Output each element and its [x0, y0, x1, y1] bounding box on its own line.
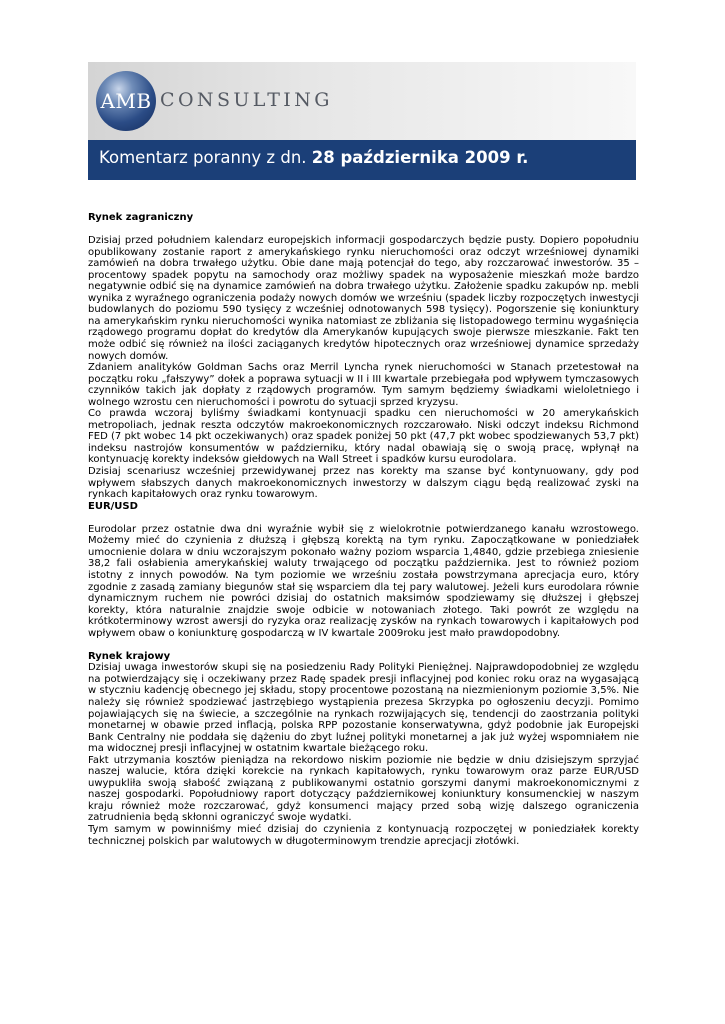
- paragraph: Co prawda wczoraj byliśmy świadkami kontynuacji spadku cen nieruchomości w 20 amerykańskich metropoliach, jednak reszta odczytów makroekonomicznych rozczarowało. Niski odczyt indeksu Richmond FED (7 pkt wobec 14 pkt oczekiwanych) oraz spadek poniżej 50 pkt (47,7 pkt wobec spodziewanych 53,7 pkt) indeksu nastrojów konsumentów w październiku, który nadal obawiają się o swoją pracę, wpłynął na kontynuację korekty indeksów giełdowych na Wall Street i spadków kursu eurodolara.: [88, 408, 639, 466]
- paragraph: Fakt utrzymania kosztów pieniądza na rekordowo niskim poziomie nie będzie w dniu dzisiejszym sprzyjać naszej walucie, która dzięki korekcie na rynkach kapitałowych, rynku towarowym oraz parze EUR/USD uwypukliła swoją słabość związaną z publikowanymi ostatnio gorszymi danymi makroekonomicznymi z naszej gospodarki. Popołudniowy raport dotyczący październikowej koniunktury konsumenckiej w naszym kraju również może rozczarować, gdyż konsumenci mający przed sobą wizję dalszego ograniczenia zatrudnienia będą skłonni ograniczyć swoje wydatki.: [88, 754, 639, 824]
- paragraph: Dzisiaj przed południem kalendarz europejskich informacji gospodarczych będzie pusty. Dopiero popołudniu opublikowany zostanie raport z amerykańskiego rynku nieruchomości oraz odczyt wrześniowej dynamiki zamówień na dobra trwałego użytku. Obie dane mają potencjał do tego, aby rozczarować inwestorów. 35 – procentowy spadek popytu na samochody oraz możliwy spadek na wyposażenie mieszkań może bardzo negatywnie odbić się na dynamice zamówień na dobra trwałego użytku. Założenie spadku zakupów np. mebli wynika z wyraźnego ograniczenia podaży nowych domów we wrześniu (spadek liczby rozpoczętych inwestycji budowlanych do poziomu 590 tysięcy z wcześniej odnotowanych 598 tysięcy). Pogorszenie się koniunktury na amerykańskim rynku nieruchomości wynika natomiast ze zbliżania się listopadowego terminu wygaśnięcia rządowego programu dopłat do kredytów dla Amerykanów kupujących swoje pierwsze mieszkanie. Fakt ten może odbić się również na ilości zaciąganych kredytów hipotecznych oraz wrześniowej dynamice sprzedaży nowych domów.: [88, 235, 639, 362]
- section-heading-domestic: Rynek krajowy: [88, 650, 171, 662]
- page-title: [99, 148, 528, 167]
- paragraph: Tym samym w powinniśmy mieć dzisiaj do czynienia z kontynuacją rozpoczętej w poniedziałek korekty technicznej polskich par walutowych w długoterminowym trendzie aprecjacji złotówki.: [88, 823, 639, 847]
- title-prefix: Komentarz poranny z dn.: [99, 148, 312, 167]
- section-heading-foreign: Rynek zagraniczny: [88, 212, 194, 223]
- paragraph: Dzisiaj scenariusz wcześniej przewidywanej przez nas korekty ma szanse być kontynuowany, gdy pod wpływem słabszych danych makroekonomicznych inwestorzy w dalszym ciągu będą realizować zyski na rynkach kapitałowych oraz rynku towarowym.: [88, 466, 639, 501]
- logo-name: CONSULTING: [160, 89, 333, 111]
- section-heading-eurusd: EUR/USD: [88, 500, 138, 512]
- document-body: [88, 212, 639, 847]
- paragraph: Eurodolar przez ostatnie dwa dni wyraźnie wybił się z wielokrotnie potwierdzanego kanału wzrostowego. Możemy mieć do czynienia z dłuższą i głębszą korektą na tym rynku. Zapoczątkowane w poniedziałek umocnienie dolara w dniu wczorajszym pokonało ważny poziom wsparcia 1,4840, gdzie przebiega zniesienie 38,2 fali osłabienia amerykańskiej waluty trwającego od początku października. Jest to również poziom istotny z innych powodów. Na tym poziomie we wrześniu została powstrzymana aprecjacja euro, który zgodnie z zasadą zamiany biegunów stał się wsparciem dla tej pary walutowej. Jeżeli kurs eurodolara równie dynamicznym ruchem nie powróci dzisiaj do ostatnich maksimów spodziewamy się dłuższej i głębszej korekty, która naturalnie znajdzie swoje odbicie w notowaniach złotego. Taki powrót ze względu na krótkoterminowy wzrost awersji do ryzyka oraz realizację zysków na rynkach towarowych i kapitałowych pod wpływem obaw o koniunkturę gospodarczą w IV kwartale 2009roku jest mało prawdopodobny.: [88, 523, 639, 639]
- logo-mark: AMB: [100, 89, 152, 113]
- title-date: 28 października 2009 r.: [311, 148, 529, 167]
- paragraph: Zdaniem analityków Goldman Sachs oraz Merril Lyncha rynek nieruchomości w Stanach przetestował na początku roku „fałszywy” dołek a poprawa sytuacji w II i III kwartale przebiegała pod wpływem tymczasowych czynników takich jak dopłaty z rządowych programów. Tym samym będziemy świadkami wieloletniego i wolnego wzrostu cen nieruchomości i powrotu do sytuacji sprzed kryzysu.: [88, 362, 639, 408]
- paragraph: Dzisiaj uwaga inwestorów skupi się na posiedzeniu Rady Polityki Pieniężnej. Najprawdopodobniej ze względu na potwierdzający się i oczekiwany przez Radę spadek presji inflacyjnej pod koniec roku oraz na wygasającą w styczniu kadencję obecnego jej składu, stopy procentowe pozostaną na niezmienionym poziomie 3,5%. Nie należy się również spodziewać jastrzębiego wystąpienia prezesa Skrzypka po ogłoszeniu decyzji. Pomimo pojawiających się na świecie, a szczególnie na rynkach rozwijających się, tendencji do zaostrzania polityki monetarnej w obawie przed inflacją, polska RPP pozostanie konserwatywna, gdyż podobnie jak Europejski Bank Centralny nie poddała się dążeniu do zbyt luźnej polityki monetarnej a jak już wyżej wspomniałem nie ma widocznej presji inflacyjnej w ostatnim kwartale bieżącego roku.: [88, 662, 639, 755]
